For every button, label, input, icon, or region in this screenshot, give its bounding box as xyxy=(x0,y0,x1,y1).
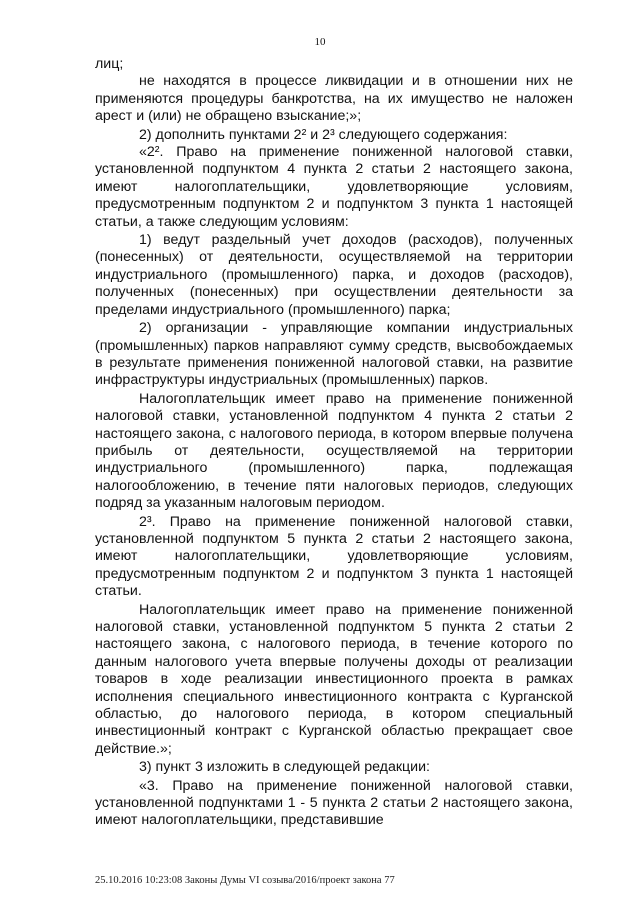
paragraph: «3. Право на применение пониженной налоговой ставки, установленной подпунктами 1 - 5 пункта 2 статьи 2 настоящего закона, имеют налогоплательщики, представившие xyxy=(95,777,573,829)
paragraph: Налогоплательщик имеет право на применение пониженной налоговой ставки, установленной подпунктом 4 пункта 2 статьи 2 настоящего закона, с налогового периода, в котором впервые получена прибыль от деятельности, осуществляемой на территории индустриального (промышленного) парка, подлежащая налогообложению, в течение пяти налоговых периодов, следующих подряд за указанным налоговым периодом. xyxy=(95,390,573,512)
page-number: 10 xyxy=(314,36,326,48)
paragraph: 1) ведут раздельный учет доходов (расходов), полученных (понесенных) от деятельности, осуществляемой на территории индустриального (промышленного) парка, и доходов (расходов), полученных (понесенных) при осуществлении деятельности за пределами индустриального (промышленного) парка; xyxy=(95,232,573,318)
paragraph: 2³. Право на применение пониженной налоговой ставки, установленной подпунктом 5 пункта 2 статьи 2 настоящего закона, имеют налогоплательщики, удовлетворяющие условиям, предусмотренным подпунктом 2 и подпунктом 3 пункта 1 настоящей статьи. xyxy=(95,513,573,600)
paragraph: 3) пункт 3 изложить в следующей редакции: xyxy=(139,759,430,776)
paragraph: не находятся в процессе ликвидации и в отношении них не применяются процедуры банкротства, на их имущество не наложен арест и (или) не обращено взыскание;»; xyxy=(95,73,573,125)
document-footer: 25.10.2016 10:23:08 Законы Думы VI созыва/2016/проект закона 77 xyxy=(95,875,395,886)
paragraph: «2². Право на применение пониженной налоговой ставки, установленной подпунктом 4 пункта 2 статьи 2 настоящего закона, имеют налогоплательщики, удовлетворяющие условиям, предусмотренным подпунктом 2 и подпунктом 3 пункта 1 настоящей статьи, а также следующим условиям: xyxy=(95,144,573,230)
document-body xyxy=(95,56,573,830)
paragraph: 2) дополнить пунктами 2² и 2³ следующего содержания: xyxy=(139,126,508,143)
paragraph: 2) организации - управляющие компании индустриальных (промышленных) парков направляют сумму средств, высвобождаемых в результате применения пониженной налоговой ставки, на развитие инфраструктуры индустриальных (промышленных) парков. xyxy=(95,320,573,389)
paragraph: Налогоплательщик имеет право на применение пониженной налоговой ставки, установленной подпунктом 5 пункта 2 статьи 2 настоящего закона, с налогового периода, в течение которого по данным налогового учета впервые получены доходы от реализации товаров в ходе реализации инвестиционного проекта в рамках исполнения специального инвестиционного контракта с Курганской областью, до налогового периода, в котором специальный инвестиционный контракт с Курганской областью прекращает свое действие.»; xyxy=(95,601,573,757)
paragraph: лиц; xyxy=(95,56,124,72)
